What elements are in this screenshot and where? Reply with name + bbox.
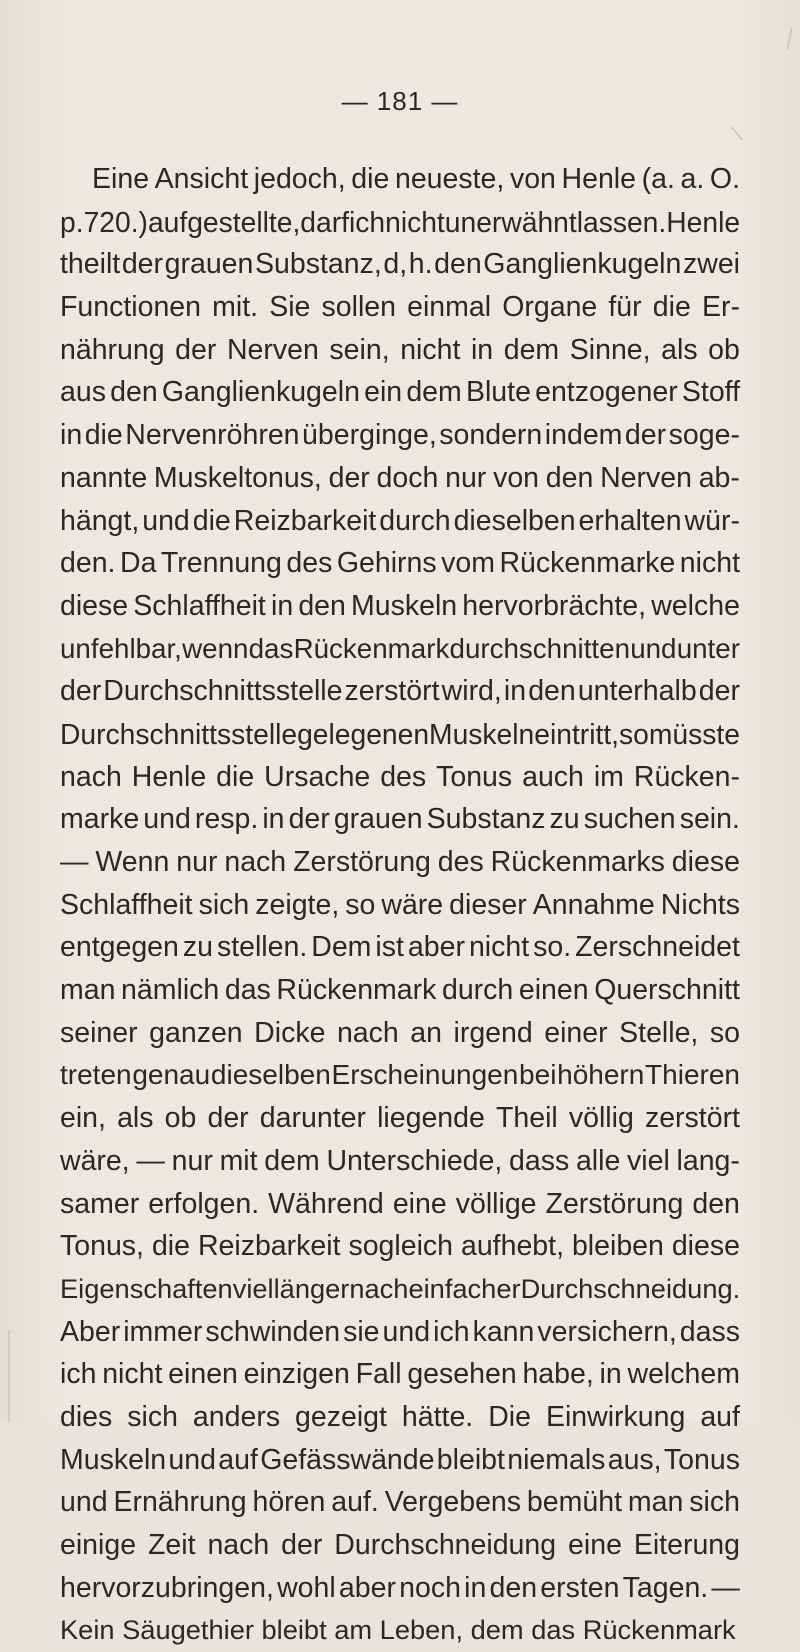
scan-artifact-mark [787,28,793,50]
text-line: Eine Ansicht jedoch, die neueste, von Henle (a. a. O. [92,163,740,195]
text-line: Tonus, die Reizbarkeit sogleich aufhebt, bleiben diese [60,1230,740,1263]
text-line: den. Da Trennung des Gehirns vom Rückenmarke nicht [60,547,740,580]
text-line: entgegen zu stellen. Dem ist aber nicht so. Zerschneidet [60,931,740,964]
text-line: der Durchschnittsstelle zerstört wird, in den unterhalb der [60,675,740,708]
text-line: seiner ganzen Dicke nach an irgend einer Stelle, so [60,1016,740,1049]
text-line: ich nicht einen einzigen Fall gesehen habe, in welchem [60,1358,740,1391]
text-line: Kein Säugethier bleibt am Leben, dem das Rückenmark [60,1614,736,1646]
text-line: in die Nervenröhren überginge, sondern indem der soge- [60,419,740,452]
text-line: dies sich anders gezeigt hätte. Die Einwirkung auf [60,1400,740,1433]
text-line: wäre, — nur mit dem Unterschiede, dass alle viel lang- [60,1144,740,1177]
text-line: Aber immer schwinden sie und ich kann versichern, dass [60,1315,740,1348]
text-line: Eigenschaften viel länger nach einfacher Durchschneidung. [60,1272,741,1304]
text-line: Muskeln und auf Gefässwände bleibt niemals aus, Tonus [60,1443,740,1476]
text-line: hervorzubringen, wohl aber noch in den ersten Tagen. — [60,1571,740,1604]
text-line: nannte Muskeltonus, der doch nur von den Nerven ab- [60,461,740,494]
text-line: diese Schlaffheit in den Muskeln hervorbrächte, welche [60,589,740,622]
text-line: treten genau dieselben Erscheinungen bei höhern Thieren [60,1059,740,1091]
text-line: Functionen mit. Sie sollen einmal Organe für die Er- [60,291,740,324]
page-number-text: — 181 — [341,86,459,116]
text-line: einige Zeit nach der Durchschneidung eine Eiterung [60,1529,740,1561]
text-line: marke und resp. in der grauen Substanz zu suchen sein. [60,803,740,836]
text-line: hängt, und die Reizbarkeit durch dieselben erhalten wür- [60,504,740,537]
scan-artifact-mark [730,126,742,140]
text-line: Schlaffheit sich zeigte, so wäre dieser Annahme Nichts [60,888,740,921]
text-line: unfehlbar, wenn das Rückenmark durchschnitten und unter [60,632,740,664]
body-text [60,158,740,1652]
text-line: und Ernährung hören auf. Vergebens bemüht man sich [60,1486,740,1519]
text-line: man nämlich das Rückenmark durch einen Querschnitt [60,974,740,1007]
text-line: ein, als ob der darunter liegende Theil völlig zerstört [60,1102,740,1135]
text-line: samer erfolgen. Während eine völlige Zerstörung den [60,1187,740,1220]
text-line: nach Henle die Ursache des Tonus auch im Rücken- [60,760,740,793]
text-line: p. 720.) aufgestellte, darf ich nicht unerwähnt lassen. Henle [60,205,741,238]
text-line: aus den Ganglienkugeln ein dem Blute entzogener Stoff [60,376,740,409]
page-number [0,86,800,117]
text-line: theilt der grauen Substanz, d, h. den Ganglienkugeln zwei [60,248,740,281]
text-line: Durchschnittsstelle gelegenen Muskeln eintritt, so müsste [60,717,740,750]
text-line: nährung der Nerven sein, nicht in dem Sinne, als ob [60,333,740,366]
text-line: — Wenn nur nach Zerstörung des Rückenmarks diese [60,846,740,878]
scan-artifact-mark [8,1330,10,1422]
